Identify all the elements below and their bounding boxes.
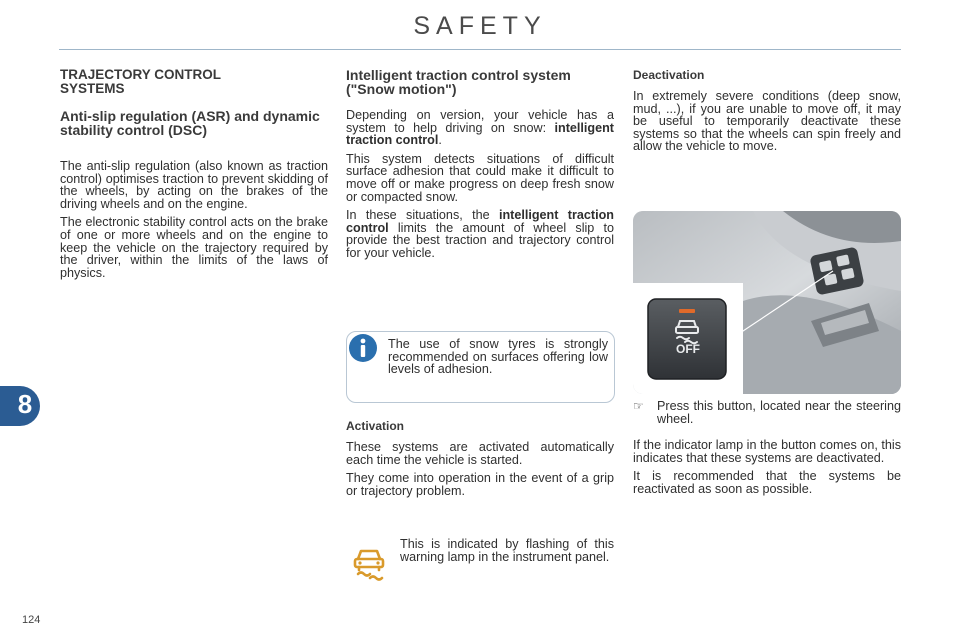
text-run-bold: intelligent traction control	[346, 208, 614, 235]
indicator-lamp-paragraph: If the indicator lamp in the button comes on, this indicates that these systems are deactivated.	[633, 438, 901, 465]
activation-section	[346, 419, 614, 497]
column-1	[60, 68, 328, 279]
text-run: .	[438, 133, 442, 148]
warning-lamp-text: This is indicated by flashing of this warning lamp in the instrument panel.	[400, 537, 614, 564]
activation-heading: Activation	[346, 419, 405, 433]
dashboard-illustration	[633, 211, 901, 394]
off-button-label: OFF	[676, 342, 700, 356]
section-subheading: Anti-slip regulation (ASR) and dynamic stability control (DSC)	[60, 108, 320, 138]
snow-motion-intro	[346, 109, 614, 147]
dsc-paragraph: The electronic stability control acts on the brake of one or more wheels and on the engine to keep the vehicle on the trajectory required by the driver, within the limits of the laws of physics.	[60, 215, 328, 280]
text-run-bold: intelligent traction control	[346, 120, 614, 148]
section-heading: TRAJECTORY CONTROL SYSTEMS	[60, 67, 221, 96]
chapter-number: 8	[17, 389, 33, 419]
activation-paragraph-1: These systems are activated automatically each time the vehicle is started.	[346, 440, 614, 467]
page-number: 124	[22, 614, 41, 626]
column-3-lower	[633, 400, 901, 496]
header-divider	[59, 49, 901, 50]
text-run: In these situations, the	[346, 208, 499, 223]
column-2	[346, 68, 614, 260]
reactivation-paragraph: It is recommended that the systems be reactivated as soon as possible.	[633, 469, 901, 496]
text-run: Depending on version, your vehicle has a system to help driving on snow:	[346, 108, 614, 135]
dashboard-photo	[633, 211, 901, 394]
snow-motion-heading: Intelligent traction control system ("Snow motion")	[346, 67, 571, 97]
info-circle-icon	[348, 333, 378, 363]
activation-paragraph-2: They come into operation in the event of a grip or trajectory problem.	[346, 471, 614, 498]
instruction-text: Press this button, located near the steering wheel.	[657, 399, 901, 426]
deactivation-paragraph: In extremely severe conditions (deep snow, mud, ...), if you are unable to move off, it may be useful to temporarily deactivate these systems so that the wheels can spin freely and allow the vehicle to move.	[633, 89, 901, 154]
info-note-text: The use of snow tyres is strongly recommended on surfaces offering low levels of adhesion.	[388, 337, 608, 377]
snow-motion-limits	[346, 209, 614, 259]
snow-motion-detection: This system detects situations of difficult surface adhesion that could make it difficult to move off or make progress on deep fresh snow or compacted snow.	[346, 151, 614, 204]
page-title: SAFETY	[413, 12, 547, 40]
car-skid-warning-icon	[349, 542, 389, 582]
asr-paragraph: The anti-slip regulation (also known as traction control) optimises traction to prevent skidding of the wheels, by acting on the brakes of the driving wheels and on the engine.	[60, 159, 328, 211]
deactivation-heading: Deactivation	[633, 68, 705, 82]
instruction-bullet	[633, 400, 901, 425]
column-3	[633, 68, 901, 153]
pointing-hand-icon: ☞	[633, 399, 644, 413]
text-run: limits the amount of wheel slip to provide the best traction and trajectory control for your vehicle.	[346, 220, 614, 260]
